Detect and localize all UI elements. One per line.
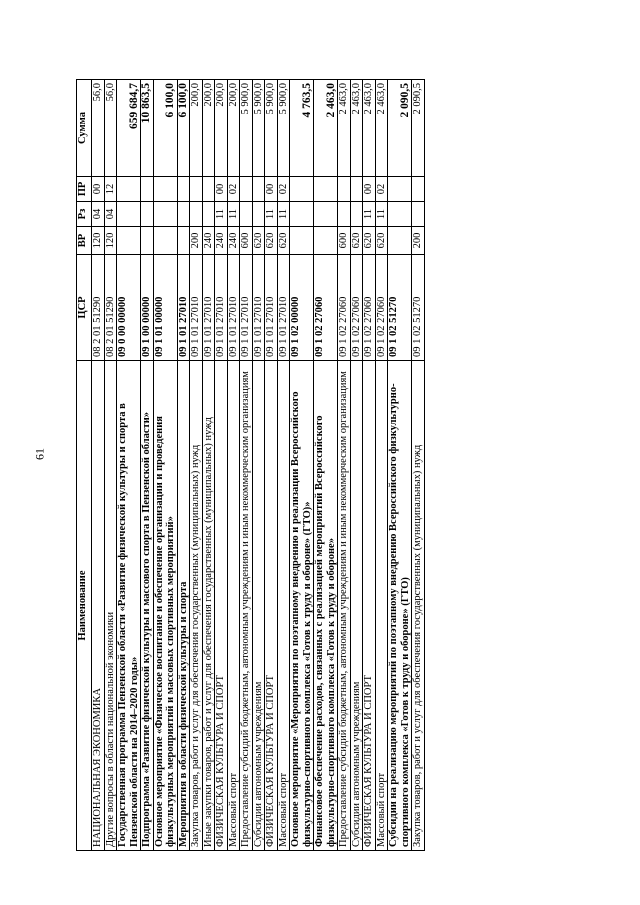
cell-sum: 2 463,0 <box>350 80 363 177</box>
header-name: Наименование <box>77 361 92 851</box>
table-row <box>190 80 203 851</box>
cell-rz: 04 <box>92 202 105 227</box>
cell-name: Государственная программа Пензенской области «Развитие физической культуры и спорта в Пензенской области на 2014–2020 годы» <box>117 361 141 851</box>
cell-rz: 11 <box>375 202 388 227</box>
cell-csr: 09 1 01 27010 <box>190 255 203 361</box>
cell-rz <box>190 202 203 227</box>
table-row <box>314 80 338 851</box>
table-row <box>177 80 190 851</box>
cell-sum: 200,0 <box>215 80 228 177</box>
cell-csr: 09 1 02 51270 <box>412 255 425 361</box>
cell-name: ФИЗИЧЕСКАЯ КУЛЬТУРА И СПОРТ <box>215 361 228 851</box>
page-number <box>32 448 47 460</box>
cell-name: Другие вопросы в области национальной экономики <box>104 361 117 851</box>
cell-vr <box>314 227 338 255</box>
cell-name: Массовый спорт <box>227 361 240 851</box>
cell-pr <box>350 177 363 202</box>
cell-sum: 6 100,0 <box>177 80 190 177</box>
cell-sum: 6 100,0 <box>153 80 177 177</box>
table-row <box>252 80 265 851</box>
cell-pr: 02 <box>375 177 388 202</box>
cell-sum: 2 463,0 <box>375 80 388 177</box>
cell-name: Предоставление субсидий бюджетным, автономным учреждениям и иным некоммерческим организациям <box>338 361 351 851</box>
cell-name: Финансовое обеспечение расходов, связанных с реализацией мероприятий Всероссийского физкультурно-спортивного комплекса «Готов к труду и обороне» <box>314 361 338 851</box>
table-row <box>363 80 376 851</box>
cell-pr <box>338 177 351 202</box>
cell-vr: 200 <box>412 227 425 255</box>
cell-rz <box>350 202 363 227</box>
cell-name: Массовый спорт <box>277 361 290 851</box>
cell-rz <box>153 202 177 227</box>
cell-csr: 09 1 01 27010 <box>177 255 190 361</box>
cell-name: Иные закупки товаров, работ и услуг для обеспечения государственных (муниципальных) нужд <box>202 361 215 851</box>
cell-pr <box>412 177 425 202</box>
cell-csr: 09 1 02 51270 <box>388 255 412 361</box>
cell-rz: 11 <box>363 202 376 227</box>
cell-pr: 00 <box>215 177 228 202</box>
cell-csr: 09 1 02 27060 <box>338 255 351 361</box>
cell-rz <box>388 202 412 227</box>
cell-vr: 620 <box>252 227 265 255</box>
table-row <box>153 80 177 851</box>
cell-rz <box>252 202 265 227</box>
cell-vr: 620 <box>375 227 388 255</box>
cell-rz <box>338 202 351 227</box>
header-vr: ВР <box>77 227 92 255</box>
cell-name: Массовый спорт <box>375 361 388 851</box>
cell-rz <box>412 202 425 227</box>
header-pr: ПР <box>77 177 92 202</box>
cell-csr: 09 1 01 27010 <box>277 255 290 361</box>
cell-vr: 120 <box>92 227 105 255</box>
cell-sum: 2 463,0 <box>338 80 351 177</box>
table-row <box>277 80 290 851</box>
cell-csr: 09 1 02 27060 <box>314 255 338 361</box>
table-row <box>350 80 363 851</box>
cell-vr: 120 <box>104 227 117 255</box>
table-row <box>215 80 228 851</box>
cell-rz <box>240 202 253 227</box>
cell-sum: 2 463,0 <box>314 80 338 177</box>
cell-pr: 12 <box>104 177 117 202</box>
cell-name: Закупка товаров, работ и услуг для обеспечения государственных (муниципальных) нужд <box>190 361 203 851</box>
cell-name: Субсидии автономным учреждениям <box>252 361 265 851</box>
table-row <box>202 80 215 851</box>
cell-sum: 4 763,5 <box>290 80 314 177</box>
cell-vr: 200 <box>190 227 203 255</box>
table-row <box>375 80 388 851</box>
cell-name: Подпрограмма «Развитие физической культуры и массового спорта в Пензенской области» <box>141 361 154 851</box>
cell-csr: 09 1 01 27010 <box>252 255 265 361</box>
cell-sum: 5 900,0 <box>265 80 278 177</box>
cell-pr: 02 <box>227 177 240 202</box>
cell-sum: 200,0 <box>202 80 215 177</box>
cell-csr: 09 1 01 27010 <box>227 255 240 361</box>
cell-pr <box>240 177 253 202</box>
cell-vr: 240 <box>215 227 228 255</box>
cell-pr <box>202 177 215 202</box>
cell-rz <box>314 202 338 227</box>
cell-pr <box>290 177 314 202</box>
cell-csr: 08 2 01 51290 <box>92 255 105 361</box>
table-row <box>92 80 105 851</box>
cell-name: Субсидии автономным учреждениям <box>350 361 363 851</box>
table-row <box>388 80 412 851</box>
cell-vr: 620 <box>265 227 278 255</box>
cell-csr: 09 1 02 27060 <box>350 255 363 361</box>
table-header-row <box>77 80 92 851</box>
cell-sum: 659 684,7 <box>117 80 141 177</box>
cell-sum: 5 900,0 <box>277 80 290 177</box>
cell-pr <box>252 177 265 202</box>
cell-rz <box>177 202 190 227</box>
cell-csr: 09 1 01 27010 <box>265 255 278 361</box>
cell-vr <box>153 227 177 255</box>
cell-sum: 200,0 <box>227 80 240 177</box>
cell-pr <box>153 177 177 202</box>
cell-sum: 2 463,0 <box>363 80 376 177</box>
cell-name: НАЦИОНАЛЬНАЯ ЭКОНОМИКА <box>92 361 105 851</box>
cell-rz <box>117 202 141 227</box>
cell-sum: 10 863,5 <box>141 80 154 177</box>
cell-vr: 600 <box>338 227 351 255</box>
cell-pr: 00 <box>265 177 278 202</box>
cell-rz: 11 <box>277 202 290 227</box>
table-row <box>412 80 425 851</box>
cell-vr: 620 <box>350 227 363 255</box>
table-row <box>290 80 314 851</box>
table-body <box>92 80 425 851</box>
cell-rz: 04 <box>104 202 117 227</box>
cell-name: ФИЗИЧЕСКАЯ КУЛЬТУРА И СПОРТ <box>363 361 376 851</box>
cell-name: ФИЗИЧЕСКАЯ КУЛЬТУРА И СПОРТ <box>265 361 278 851</box>
cell-pr <box>314 177 338 202</box>
cell-csr: 09 1 02 27060 <box>363 255 376 361</box>
cell-pr: 00 <box>363 177 376 202</box>
cell-csr: 09 1 02 00000 <box>290 255 314 361</box>
cell-vr <box>177 227 190 255</box>
cell-csr: 09 1 01 27010 <box>202 255 215 361</box>
cell-vr <box>388 227 412 255</box>
table-row <box>240 80 253 851</box>
cell-csr: 09 1 01 00000 <box>153 255 177 361</box>
cell-pr: 00 <box>92 177 105 202</box>
cell-sum: 56,0 <box>104 80 117 177</box>
cell-csr: 09 1 02 27060 <box>375 255 388 361</box>
table-row <box>117 80 141 851</box>
header-csr: ЦСР <box>77 255 92 361</box>
document-area <box>76 80 607 851</box>
cell-rz: 11 <box>265 202 278 227</box>
table-row <box>338 80 351 851</box>
cell-sum: 2 090,5 <box>412 80 425 177</box>
cell-rz <box>202 202 215 227</box>
table-row <box>141 80 154 851</box>
cell-sum: 200,0 <box>190 80 203 177</box>
cell-sum: 5 900,0 <box>252 80 265 177</box>
table-row <box>227 80 240 851</box>
cell-rz: 11 <box>227 202 240 227</box>
cell-csr: 09 1 01 27010 <box>215 255 228 361</box>
cell-csr: 09 0 00 00000 <box>117 255 141 361</box>
cell-pr <box>117 177 141 202</box>
table-row <box>104 80 117 851</box>
cell-name: Мероприятия в области физической культуры и спорта <box>177 361 190 851</box>
cell-sum: 2 090,5 <box>388 80 412 177</box>
cell-pr: 02 <box>277 177 290 202</box>
cell-vr: 620 <box>277 227 290 255</box>
cell-vr <box>141 227 154 255</box>
cell-pr <box>190 177 203 202</box>
cell-name: Предоставление субсидий бюджетным, автономным учреждениям и иным некоммерческим организациям <box>240 361 253 851</box>
cell-vr: 240 <box>202 227 215 255</box>
cell-name: Основное мероприятие «Мероприятия по поэтапному внедрению и реализации Всероссийского физкультурно-спортивного комплекса «Готов к труду и обороне» (ГТО)» <box>290 361 314 851</box>
cell-rz: 11 <box>215 202 228 227</box>
cell-vr: 600 <box>240 227 253 255</box>
cell-name: Основное мероприятие «Физическое воспитание и обеспечение организации и проведения физкультурных мероприятий и массовых спортивных мероприятий» <box>153 361 177 851</box>
table-row <box>265 80 278 851</box>
cell-vr: 240 <box>227 227 240 255</box>
cell-csr: 09 1 01 27010 <box>240 255 253 361</box>
cell-vr: 620 <box>363 227 376 255</box>
cell-name: Субсидии на реализацию мероприятий по поэтапному внедрению Всероссийского физкультурно-спортивного комплекса «Готов к труду и обороне» (ГТО) <box>388 361 412 851</box>
cell-rz <box>141 202 154 227</box>
cell-csr: 09 1 00 00000 <box>141 255 154 361</box>
header-rz: Рз <box>77 202 92 227</box>
cell-pr <box>141 177 154 202</box>
rotated-table-wrapper <box>76 80 607 851</box>
cell-pr <box>388 177 412 202</box>
cell-name: Закупка товаров, работ и услуг для обеспечения государственных (муниципальных) нужд <box>412 361 425 851</box>
cell-pr <box>177 177 190 202</box>
cell-vr <box>117 227 141 255</box>
header-sum: Сумма <box>77 80 92 177</box>
page-number-text: 61 <box>32 448 47 460</box>
cell-csr: 08 2 01 51290 <box>104 255 117 361</box>
cell-sum: 56,0 <box>92 80 105 177</box>
cell-vr <box>290 227 314 255</box>
cell-sum: 5 900,0 <box>240 80 253 177</box>
budget-table <box>76 79 425 851</box>
cell-rz <box>290 202 314 227</box>
